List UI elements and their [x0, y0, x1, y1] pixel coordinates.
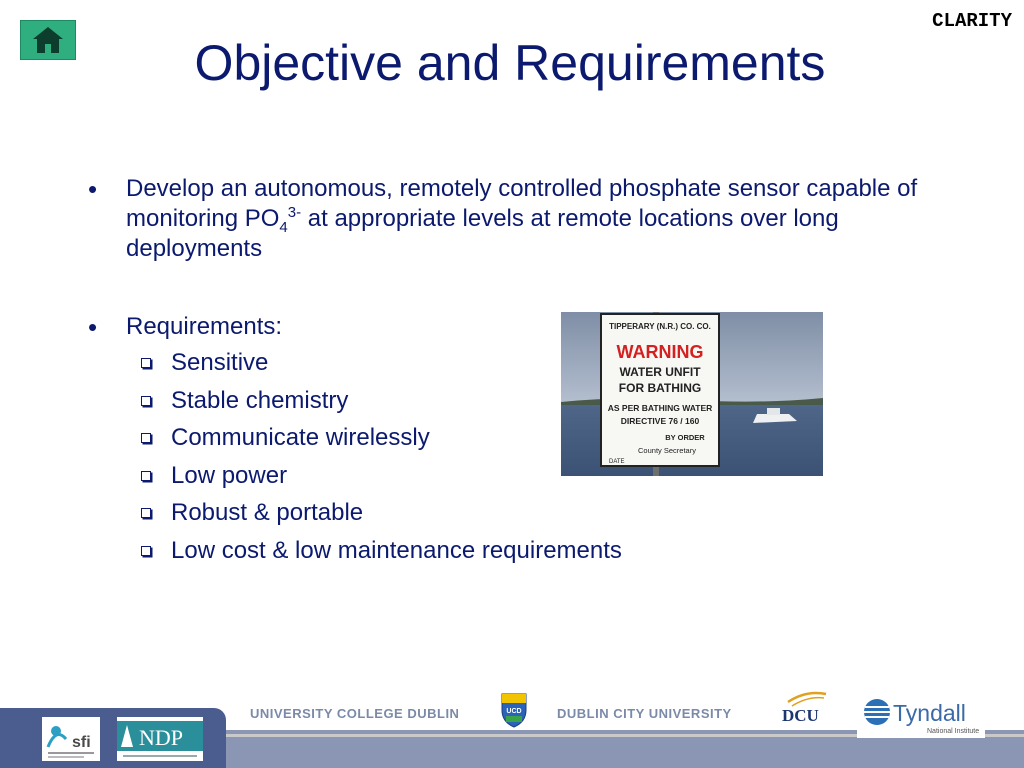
ucd-name: UNIVERSITY COLLEGE DUBLIN: [250, 706, 460, 721]
checkbox-bullet-icon: [141, 433, 151, 443]
checkbox-bullet-icon: [141, 508, 151, 518]
checkbox-bullet-icon: [141, 396, 151, 406]
objective-bullet: [88, 174, 958, 264]
sign-line3: AS PER BATHING WATER: [607, 403, 713, 413]
requirement-item: Communicate wirelessly: [126, 419, 958, 457]
objective-text-end: at appropriate levels at remote locations over long deployments: [126, 205, 839, 262]
sign-header: TIPPERARY (N.R.) CO. CO.: [609, 322, 711, 331]
sign-line4: DIRECTIVE 76 / 160: [620, 416, 700, 426]
sign-line2: FOR BATHING: [618, 381, 702, 395]
ucd-crest: [500, 692, 528, 728]
objective-subscript: 4: [279, 218, 288, 236]
dcu-text: DCU: [782, 706, 819, 724]
tyndall-logo: [857, 692, 985, 738]
ndp-text: NDP: [139, 725, 184, 750]
objective-superscript: 3-: [287, 204, 302, 221]
brand-label: CLARITY: [932, 10, 1012, 32]
requirement-item: Stable chemistry: [126, 382, 958, 420]
dcu-logo: [780, 688, 830, 724]
checkbox-bullet-icon: [141, 546, 151, 556]
requirement-item: Low power: [126, 457, 958, 495]
tyndall-text: Tyndall: [893, 700, 966, 726]
dcu-name: DUBLIN CITY UNIVERSITY: [557, 706, 732, 721]
bullet-dot: •: [88, 312, 98, 342]
requirement-item: Sensitive: [126, 344, 958, 382]
objective-text: Develop an autonomous, remotely controlled phosphate sensor capable of monitoring PO: [126, 175, 918, 232]
sign-secretary: County Secretary: [638, 446, 696, 455]
checkbox-bullet-icon: [141, 358, 151, 368]
slide-content: [88, 174, 958, 570]
sign-warning: WARNING: [616, 342, 704, 362]
ucd-crest-text: UCD: [506, 708, 522, 715]
warning-sign-photo: [561, 312, 823, 476]
requirements-label: Requirements:: [126, 313, 283, 340]
page-title: Objective and Requirements: [194, 35, 826, 91]
requirements-list: [88, 344, 958, 570]
sfi-logo: [42, 717, 100, 761]
requirement-item: Low cost & low maintenance requirements: [126, 532, 958, 570]
requirements-bullet: [88, 312, 958, 342]
requirement-item: Robust & portable: [126, 494, 958, 532]
sign-line1: WATER UNFIT: [619, 365, 701, 379]
sfi-text: sfi: [72, 734, 91, 751]
bullet-dot: •: [88, 174, 98, 204]
tyndall-subtext: National Institute: [927, 728, 980, 735]
ndp-logo: [117, 717, 203, 761]
checkbox-bullet-icon: [141, 471, 151, 481]
sign-by-order: BY ORDER: [665, 433, 705, 442]
sign-date: DATE: [609, 459, 625, 465]
